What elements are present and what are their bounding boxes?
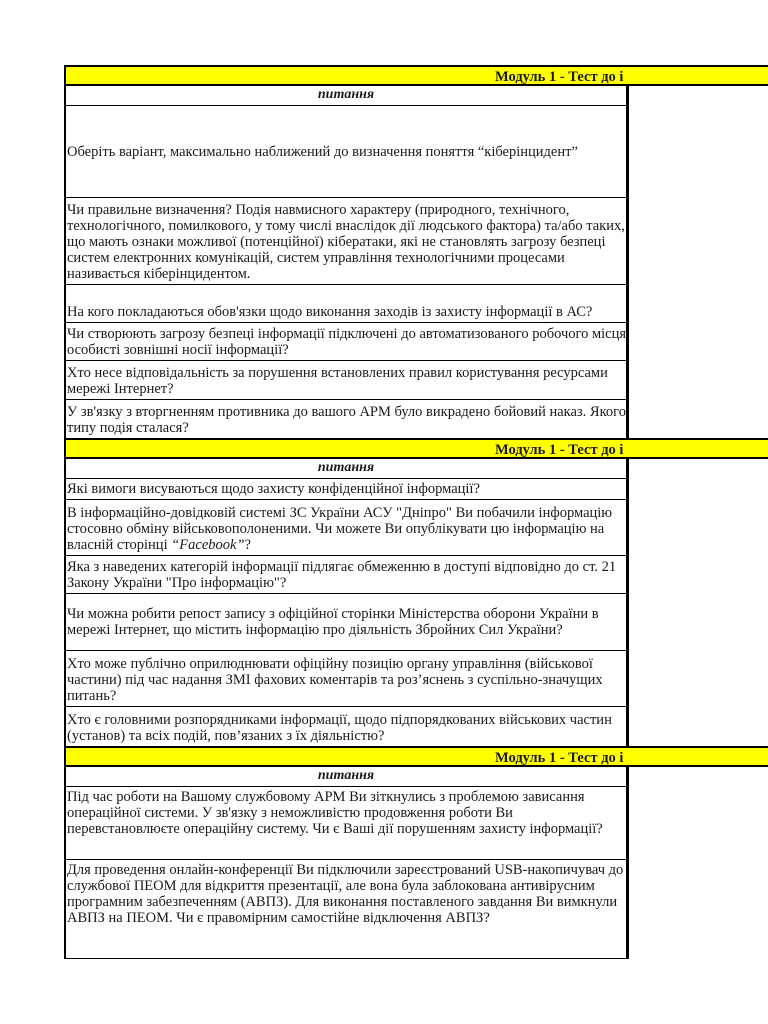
column-header: питання [66, 459, 626, 479]
question-text: Для проведення онлайн-конференції Ви підключили зареєстрований USB-накопичувач до службової ПЕОМ для відкриття презентації, але вона була заблокована антивірусним програмним забезпеченням (АВПЗ). Для виконання поставленого завдання Ви вимкнули АВПЗ на ПЕОМ. Чи є правомірним самостійне відключення АВПЗ? [67, 862, 624, 926]
column-header: питання [66, 767, 626, 787]
module-questions [64, 86, 629, 438]
module-title: Модуль 1 - Тест до і [495, 750, 624, 766]
question-cell [66, 285, 626, 323]
module-questions [64, 459, 629, 746]
question-text [67, 505, 626, 553]
question-cell [66, 707, 626, 746]
question-text: Яка з наведених категорій інформації підлягає обмеженню в доступі відповідно до ст. 21 Закону України "Про інформацію"? [67, 559, 617, 591]
question-cell [66, 198, 626, 285]
module-title-row [64, 746, 768, 767]
facebook-name: “Facebook” [171, 537, 245, 553]
question-cell [66, 479, 626, 500]
question-cell [66, 361, 626, 400]
question-text: Під час роботи на Вашому службовому АРМ Ви зіткнулись з проблемою зависання операційної системи. У зв'язку з неможливістю продовження роботи Ви перевстановлюєте операційну систему. Чи є Ваші дії порушенням захисту інформації? [67, 789, 603, 837]
column-header: питання [66, 86, 626, 106]
module-title-row [64, 438, 768, 459]
question-cell [66, 106, 626, 198]
question-text: Чи правильне визначення? Подія навмисного характеру (природного, технічного, технологічного, помилкового, у тому числі внаслідок дії людського фактора) та/або таких, що мають ознаки можливої (потенційної) кібератаки, які не становлять загрозу безпеці систем електронних комунікацій, систем управління технологічними процесами називається кіберінцидентом. [67, 202, 625, 282]
question-text: Чи можна робити репост запису з офіційної сторінки Міністерства оборони України в мережі Інтернет, що містить інформацію про діяльність Збройних Сил України? [67, 606, 599, 638]
question-cell [66, 651, 626, 707]
question-cell [66, 400, 626, 438]
question-cell [66, 594, 626, 651]
module-title: Модуль 1 - Тест до і [495, 69, 624, 85]
question-cell [66, 500, 626, 556]
question-cell [66, 787, 626, 860]
question-text: Хто може публічно оприлюднювати офіційну позицію органу управління (військової частини) під час надання ЗМІ фахових коментарів та роз’яснень з суспільно-значущих питань? [67, 656, 603, 704]
question-text: На кого покладаються обов'язки щодо виконання заходів із захисту інформації в АС? [67, 304, 593, 320]
question-cell [66, 556, 626, 594]
question-cell [66, 323, 626, 361]
question-text-part: В інформаційно-довідковій системі ЗС України АСУ "Дніпро" Ви побачили інформацію стосовно обміну військовополоненими. Чи можете Ви опублікувати цю інформацію на власній сторінці [67, 505, 613, 553]
test-sheet [64, 65, 768, 959]
question-text: Хто несе відповідальність за порушення встановлених правил користування ресурсами мережі Інтернет? [67, 365, 608, 397]
module-title: Модуль 1 - Тест до і [495, 442, 624, 458]
question-text: Чи створюють загрозу безпеці інформації підключені до автоматизованого робочого місця особисті зовнішні носії інформації? [67, 326, 627, 358]
module-title-row [64, 65, 768, 86]
question-text: Які вимоги висуваються щодо захисту конфіденційної інформації? [67, 481, 480, 497]
module-questions [64, 767, 629, 959]
question-text: Оберіть варіант, максимально наближений до визначення поняття “кіберінцидент” [67, 143, 578, 160]
question-text: У зв'язку з вторгненням противника до вашого АРМ було викрадено бойовий наказ. Якого типу подія сталася? [67, 404, 626, 436]
question-text: Хто є головними розпорядниками інформації, щодо підпорядкованих військових частин (установ) та всіх подій, пов’язаних з їх діяльністю? [67, 712, 612, 744]
question-cell [66, 860, 626, 959]
question-text-part: ? [244, 537, 251, 553]
